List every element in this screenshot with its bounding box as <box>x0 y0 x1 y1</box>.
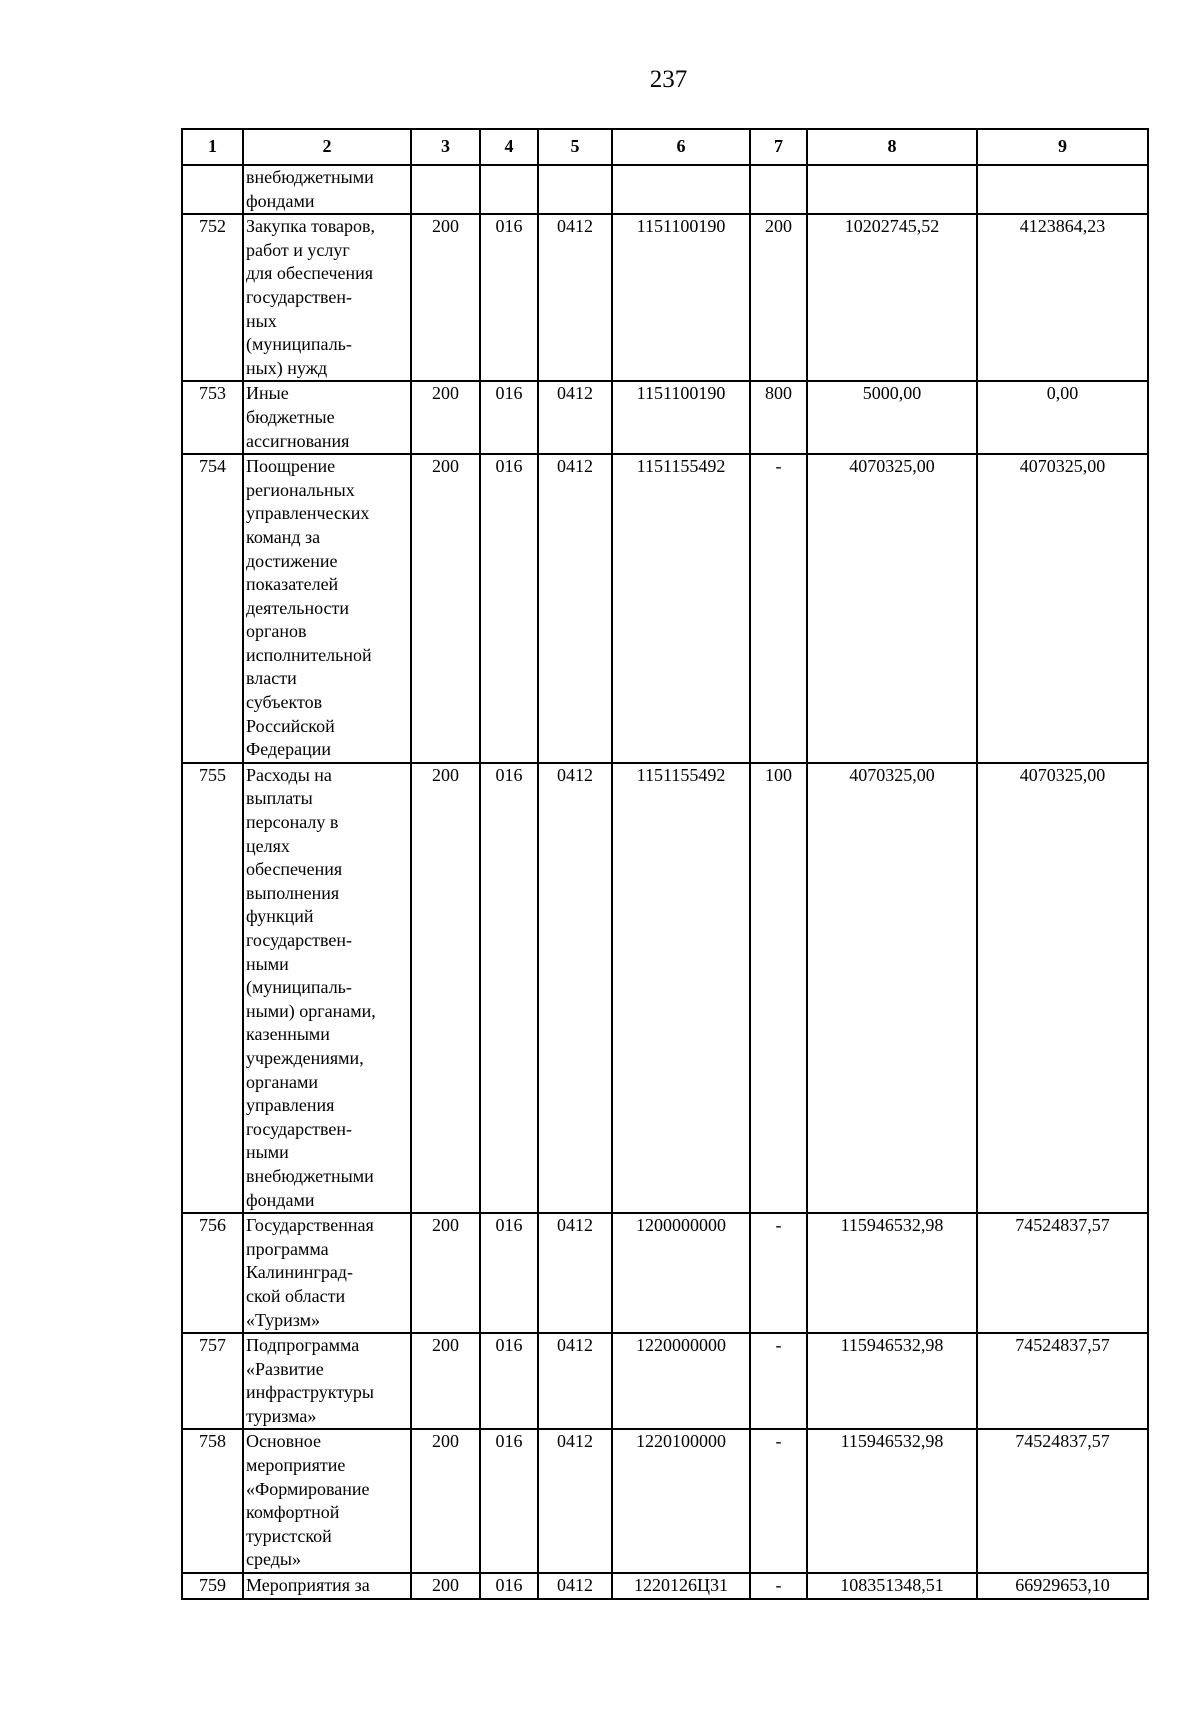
cell-c9: 66929653,10 <box>977 1573 1148 1599</box>
row-name-line: среды» <box>246 1549 301 1570</box>
row-name-line: обеспечения <box>246 859 343 880</box>
row-name-line: региональных <box>246 479 355 500</box>
table-row <box>182 1213 1148 1333</box>
column-header-3: 3 <box>411 129 480 165</box>
cell-c3: 200 <box>411 1333 480 1429</box>
cell-c6: 1151100190 <box>612 381 750 454</box>
row-name-line: внебюджетными <box>246 1165 374 1186</box>
budget-table <box>181 128 1149 1600</box>
row-name-line: фондами <box>246 1189 315 1210</box>
cell-c9: 0,00 <box>977 381 1148 454</box>
row-name-line: государствен- <box>246 930 353 950</box>
column-header-2: 2 <box>243 129 411 165</box>
table-body <box>182 165 1148 1599</box>
cell-c7: 800 <box>750 381 807 454</box>
row-name-line: государствен- <box>246 286 353 307</box>
table-header-row <box>182 129 1148 165</box>
row-name-line: Закупка товаров, <box>246 216 375 237</box>
row-number: 753 <box>182 381 243 454</box>
table-row <box>182 1429 1148 1573</box>
cell-c6: 1151100190 <box>612 214 750 381</box>
cell-c4: 016 <box>480 381 538 454</box>
row-name-line: показателей <box>246 574 339 595</box>
cell-c8: 115946532,98 <box>807 1333 977 1429</box>
row-name-line: персоналу в <box>246 812 339 833</box>
cell-c6: 1151155492 <box>612 454 750 763</box>
cell-c7: 200 <box>750 214 807 381</box>
cell-c7 <box>750 165 807 214</box>
row-name-line: ных) нужд <box>246 357 328 378</box>
row-name <box>243 1213 411 1333</box>
cell-c8: 115946532,98 <box>807 1429 977 1573</box>
row-name-line: (муниципаль- <box>246 334 352 355</box>
row-name-line: внебюджетными <box>246 167 374 187</box>
row-name-line: работ и услуг <box>246 239 350 260</box>
row-name <box>243 1573 411 1599</box>
cell-c9: 74524837,57 <box>977 1429 1148 1573</box>
cell-c9: 74524837,57 <box>977 1213 1148 1333</box>
cell-c6: 1220100000 <box>612 1429 750 1573</box>
row-name-line: Государственная <box>246 1215 374 1236</box>
cell-c7: - <box>750 1429 807 1573</box>
row-name-line: функций <box>246 906 314 927</box>
row-name-line: государствен- <box>246 1118 353 1139</box>
row-name-line: Расходы на <box>246 764 332 785</box>
row-name-line: фондами <box>246 190 315 211</box>
row-number: 754 <box>182 454 243 763</box>
row-name-line: Иные <box>246 383 289 404</box>
cell-c5: 0412 <box>538 1429 612 1573</box>
table-row <box>182 381 1148 454</box>
row-name-line: Поощрение <box>246 456 336 477</box>
row-name-line: власти <box>246 668 297 689</box>
cell-c3: 200 <box>411 763 480 1213</box>
row-name-line: ассигнования <box>246 430 350 451</box>
row-number: 755 <box>182 763 243 1213</box>
row-name-line: ными <box>246 953 289 974</box>
row-name-line: ными) органами, <box>246 1000 376 1021</box>
row-name-line: ными <box>246 1142 289 1163</box>
cell-c7: - <box>750 454 807 763</box>
cell-c5: 0412 <box>538 454 612 763</box>
table-row <box>182 214 1148 381</box>
cell-c5: 0412 <box>538 1213 612 1333</box>
row-name-line: казенными <box>246 1024 330 1045</box>
row-name-line: «Формирование <box>246 1478 370 1499</box>
row-name-line: органов <box>246 621 307 642</box>
row-name <box>243 1429 411 1573</box>
row-name-line: «Развитие <box>246 1358 324 1379</box>
row-name-line: «Туризм» <box>246 1309 320 1330</box>
cell-c4: 016 <box>480 763 538 1213</box>
row-name-line: ской области <box>246 1285 346 1306</box>
cell-c5: 0412 <box>538 214 612 381</box>
cell-c3 <box>411 165 480 214</box>
cell-c9: 74524837,57 <box>977 1333 1148 1429</box>
row-number: 757 <box>182 1333 243 1429</box>
cell-c3: 200 <box>411 381 480 454</box>
row-name-line: управленческих <box>246 503 370 524</box>
cell-c3: 200 <box>411 1573 480 1599</box>
cell-c3: 200 <box>411 454 480 763</box>
row-name-line: Федерации <box>246 739 332 760</box>
row-name <box>243 214 411 381</box>
cell-c4: 016 <box>480 214 538 381</box>
column-header-7: 7 <box>750 129 807 165</box>
table-row <box>182 1333 1148 1429</box>
cell-c6: 1220126Ц31 <box>612 1573 750 1599</box>
page-number: 237 <box>649 66 688 93</box>
table-row <box>182 763 1148 1213</box>
cell-c7: - <box>750 1213 807 1333</box>
row-name-line: выплаты <box>246 788 313 809</box>
cell-c3: 200 <box>411 1429 480 1573</box>
row-name-line: органами <box>246 1071 319 1092</box>
row-name-line: субъектов <box>246 692 323 713</box>
cell-c4: 016 <box>480 1333 538 1429</box>
row-number <box>182 165 243 214</box>
row-name-line: учреждениями, <box>246 1047 364 1068</box>
cell-c8: 115946532,98 <box>807 1213 977 1333</box>
row-name-line: управления <box>246 1095 335 1116</box>
row-name-line: Мероприятия за <box>246 1575 370 1596</box>
cell-c6: 1220000000 <box>612 1333 750 1429</box>
cell-c3: 200 <box>411 1213 480 1333</box>
cell-c8: 108351348,51 <box>807 1573 977 1599</box>
cell-c6 <box>612 165 750 214</box>
cell-c8: 5000,00 <box>807 381 977 454</box>
cell-c5: 0412 <box>538 763 612 1213</box>
column-header-9: 9 <box>977 129 1148 165</box>
cell-c4: 016 <box>480 1573 538 1599</box>
cell-c5: 0412 <box>538 1573 612 1599</box>
cell-c9: 4070325,00 <box>977 454 1148 763</box>
row-name-line: Калининград- <box>246 1262 353 1283</box>
cell-c5: 0412 <box>538 1333 612 1429</box>
cell-c8: 10202745,52 <box>807 214 977 381</box>
row-number: 752 <box>182 214 243 381</box>
cell-c3: 200 <box>411 214 480 381</box>
row-name-line: мероприятие <box>246 1455 346 1476</box>
cell-c5: 0412 <box>538 381 612 454</box>
row-name-line: (муниципаль- <box>246 977 352 998</box>
cell-c9: 4123864,23 <box>977 214 1148 381</box>
cell-c9 <box>977 165 1148 214</box>
column-header-1: 1 <box>182 129 243 165</box>
row-name-line: программа <box>246 1238 329 1259</box>
cell-c6: 1151155492 <box>612 763 750 1213</box>
row-name-line: деятельности <box>246 597 350 618</box>
row-name <box>243 381 411 454</box>
cell-c7: - <box>750 1573 807 1599</box>
cell-c5 <box>538 165 612 214</box>
row-name <box>243 763 411 1213</box>
table-row <box>182 165 1148 214</box>
row-name-line: инфраструктуры <box>246 1382 374 1403</box>
cell-c8: 4070325,00 <box>807 763 977 1213</box>
table-row <box>182 1573 1148 1599</box>
row-number: 759 <box>182 1573 243 1599</box>
row-name-line: выполнения <box>246 882 340 903</box>
cell-c4: 016 <box>480 1429 538 1573</box>
row-name-line: Подпрограмма <box>246 1335 360 1356</box>
row-number: 758 <box>182 1429 243 1573</box>
cell-c7: 100 <box>750 763 807 1213</box>
column-header-6: 6 <box>612 129 750 165</box>
row-name-line: Основное <box>246 1431 321 1452</box>
row-name-line: целях <box>246 835 290 856</box>
cell-c4: 016 <box>480 1213 538 1333</box>
row-name-line: туризма» <box>246 1405 317 1426</box>
row-name-line: ных <box>246 310 277 331</box>
cell-c8: 4070325,00 <box>807 454 977 763</box>
row-name-line: для обеспечения <box>246 263 374 284</box>
cell-c7: - <box>750 1333 807 1429</box>
row-name-line: исполнительной <box>246 644 372 665</box>
row-name <box>243 454 411 763</box>
cell-c9: 4070325,00 <box>977 763 1148 1213</box>
cell-c4 <box>480 165 538 214</box>
row-name-line: команд за <box>246 526 321 547</box>
row-name <box>243 165 411 214</box>
row-number: 756 <box>182 1213 243 1333</box>
row-name <box>243 1333 411 1429</box>
column-header-8: 8 <box>807 129 977 165</box>
row-name-line: туристской <box>246 1525 332 1546</box>
row-name-line: комфортной <box>246 1502 340 1523</box>
cell-c6: 1200000000 <box>612 1213 750 1333</box>
row-name-line: достижение <box>246 550 338 571</box>
cell-c4: 016 <box>480 454 538 763</box>
row-name-line: бюджетные <box>246 406 335 427</box>
column-header-5: 5 <box>538 129 612 165</box>
cell-c8 <box>807 165 977 214</box>
column-header-4: 4 <box>480 129 538 165</box>
table-row <box>182 454 1148 763</box>
row-name-line: Российской <box>246 715 335 736</box>
